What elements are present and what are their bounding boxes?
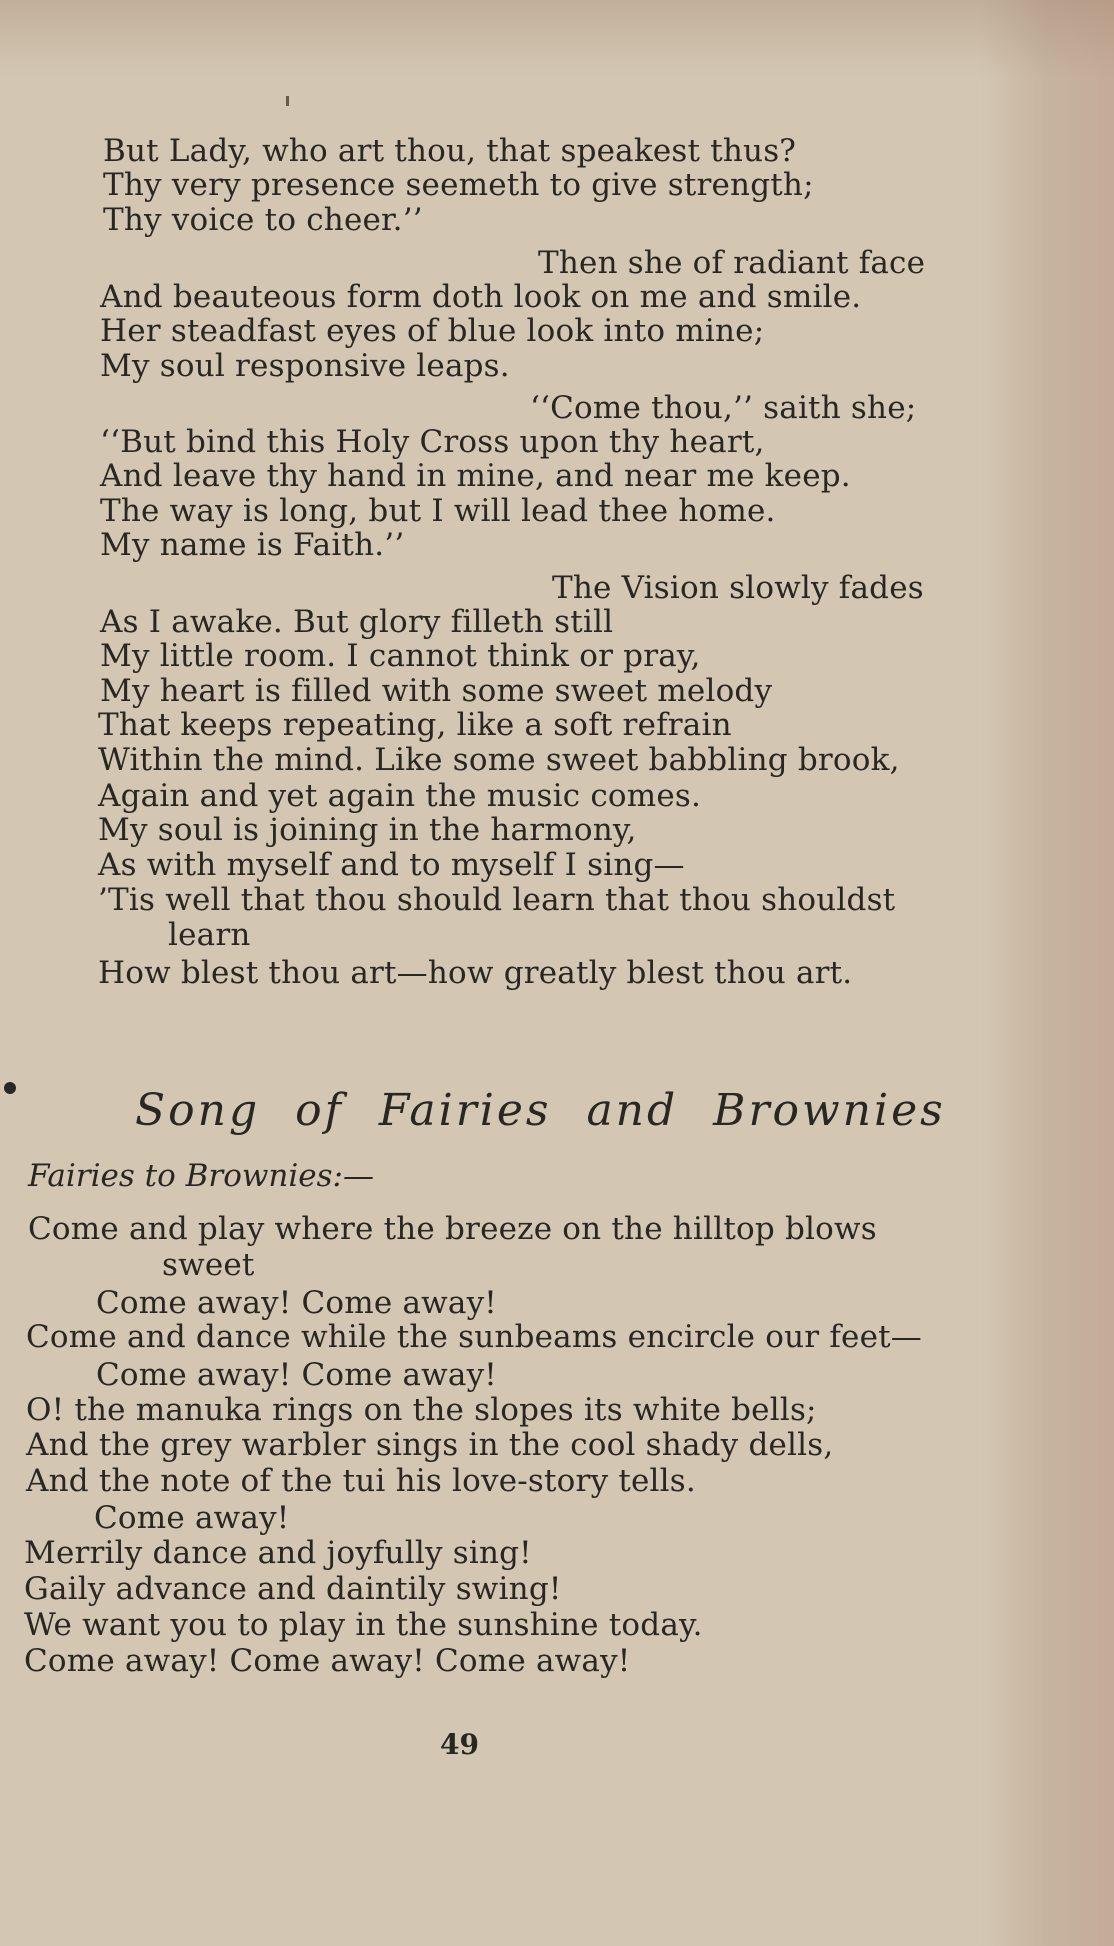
song-line: sweet: [162, 1247, 255, 1283]
poem-line: How blest thou art—how greatly blest thou art.: [98, 955, 853, 991]
song-line: Come and dance while the sunbeams encircle our feet—: [26, 1319, 923, 1355]
song-line: O! the manuka rings on the slopes its white bells;: [26, 1392, 817, 1428]
song-line: And the grey warbler sings in the cool shady dells,: [26, 1427, 834, 1463]
song-subtitle: Fairies to Brownies:—: [28, 1158, 374, 1194]
poem-line: And leave thy hand in mine, and near me keep.: [100, 458, 851, 494]
poem-line: ‘‘But bind this Holy Cross upon thy heart,: [100, 424, 765, 460]
poem-line: Then she of radiant face: [538, 245, 926, 281]
poem-line: My soul is joining in the harmony,: [98, 812, 637, 848]
poem-line: That keeps repeating, like a soft refrain: [98, 707, 732, 743]
ink-spot: [4, 1082, 16, 1094]
poem-line: My soul responsive leaps.: [100, 348, 510, 384]
poem-line: My little room. I cannot think or pray,: [100, 638, 701, 674]
song-line: We want you to play in the sunshine today.: [24, 1607, 703, 1643]
poem-line: My heart is filled with some sweet melody: [100, 673, 773, 709]
song-line: And the note of the tui his love-story tells.: [26, 1463, 696, 1499]
page-number: 49: [440, 1728, 479, 1761]
poem-line: Her steadfast eyes of blue look into mine;: [100, 313, 765, 349]
poem-line: Thy voice to cheer.’’: [103, 202, 423, 238]
song-title: Song of Fairies and Brownies: [135, 1085, 946, 1136]
song-line: Come away!: [94, 1500, 290, 1536]
poem-line: And beauteous form doth look on me and smile.: [100, 279, 862, 315]
poem-line: ’Tis well that thou should learn that thou shouldst: [98, 882, 896, 918]
song-line: Come away! Come away!: [96, 1357, 497, 1393]
print-mark: [286, 96, 289, 106]
song-line: Gaily advance and daintily swing!: [24, 1571, 562, 1607]
song-line: Merrily dance and joyfully sing!: [24, 1535, 532, 1571]
song-line: Come away! Come away!: [96, 1285, 497, 1321]
song-line: Come and play where the breeze on the hilltop blows: [28, 1211, 877, 1247]
poem-line: learn: [168, 917, 251, 953]
poem-line: Thy very presence seemeth to give strength;: [103, 167, 814, 203]
poem-line: As I awake. But glory filleth still: [100, 604, 614, 640]
poem-line: Again and yet again the music comes.: [98, 778, 702, 814]
poem-line: ‘‘Come thou,’’ saith she;: [530, 390, 917, 426]
poem-line: But Lady, who art thou, that speakest thus?: [103, 133, 797, 169]
poem-line: The Vision slowly fades: [552, 570, 924, 606]
song-line: Come away! Come away! Come away!: [24, 1643, 631, 1679]
poem-line: The way is long, but I will lead thee home.: [100, 493, 776, 529]
poem-line: As with myself and to myself I sing—: [98, 847, 685, 883]
poem-line: My name is Faith.’’: [100, 527, 405, 563]
poem-line: Within the mind. Like some sweet babbling brook,: [98, 742, 900, 778]
